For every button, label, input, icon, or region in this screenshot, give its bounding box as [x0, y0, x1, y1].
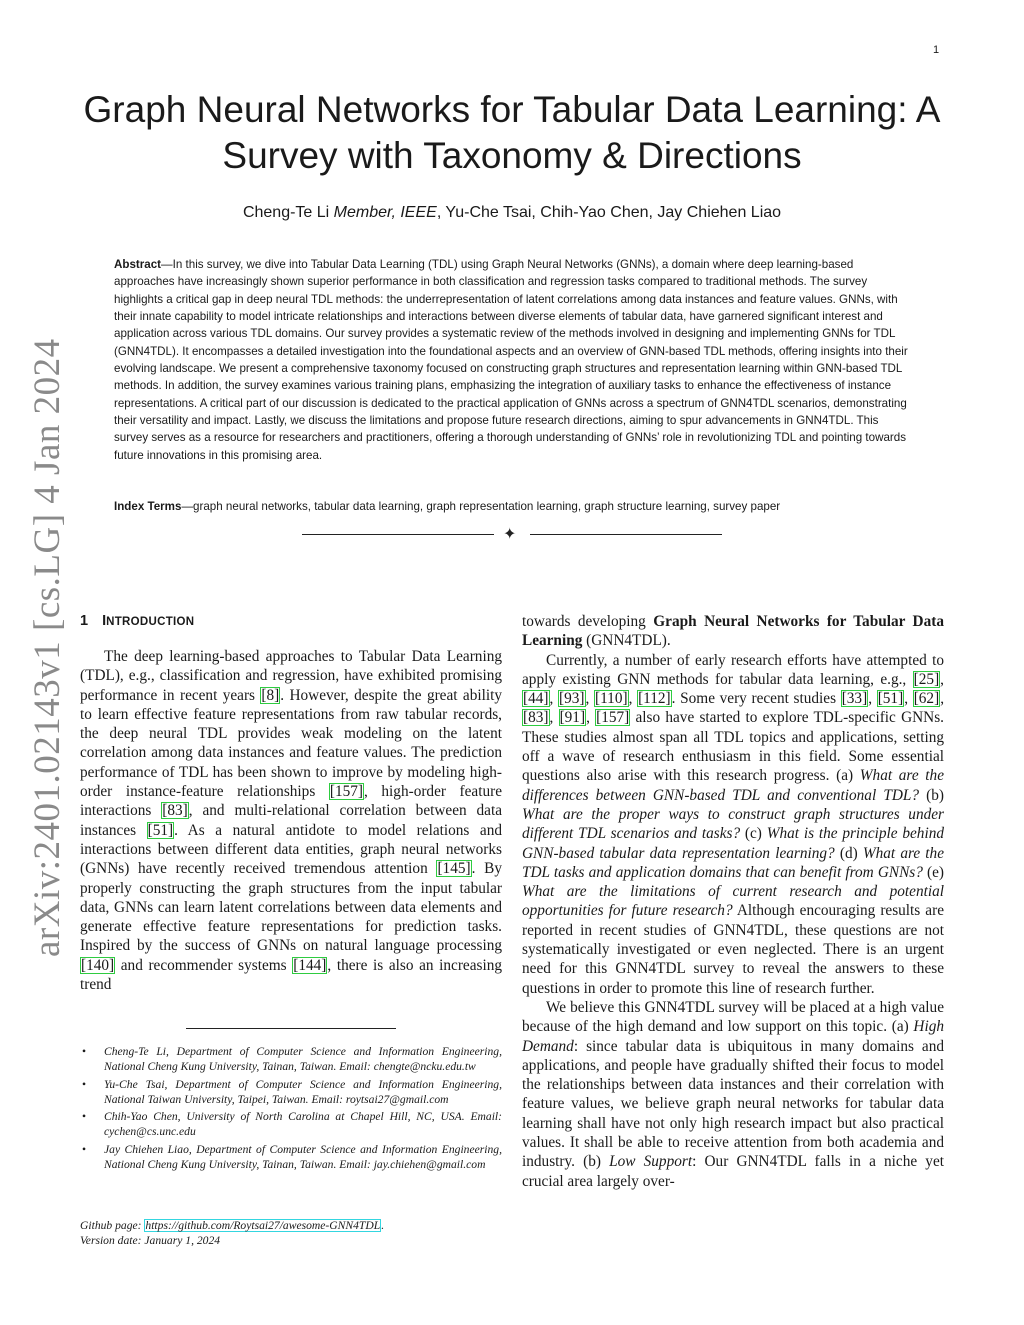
text-run: Currently, a number of early research efforts have attempted to apply existing GNN methods for tabular data learning, e.g., — [522, 651, 944, 688]
section-number: 1 — [80, 613, 89, 629]
citation-link[interactable]: [110] — [595, 690, 628, 708]
citation-link[interactable]: [91] — [559, 709, 586, 727]
abstract-label: Abstract — [114, 258, 162, 271]
bold-term: Graph Neural Networks for Tabular Data Learning — [522, 613, 944, 650]
section-title-rest: NTRODUCTION — [106, 616, 195, 628]
citation-link[interactable]: [140] — [81, 956, 115, 974]
author-name: Cheng-Te Li — [242, 204, 330, 221]
text-run: . Some very recent studies — [671, 690, 841, 708]
citation-link[interactable]: [62] — [913, 690, 940, 708]
left-column — [80, 647, 502, 994]
citation-link[interactable]: [83] — [162, 802, 188, 820]
intro-paragraph-3 — [522, 998, 944, 1191]
section-heading-introduction — [80, 612, 194, 631]
citation-link[interactable]: [93] — [559, 690, 585, 708]
footnote-rule — [186, 1028, 396, 1029]
text-run: , — [549, 690, 558, 708]
github-label: Github page: — [80, 1219, 145, 1232]
citation-link[interactable]: [44] — [523, 690, 549, 708]
affiliation-item: • Jay Chiehen Liao, Department of Computer Science and Information Engineering, National Cheng Kung University, Tainan, Taiwan. Email: jay.chiehen@gmail.com — [80, 1142, 502, 1173]
divider-line-right — [530, 534, 722, 535]
text-run: . As a natural antidote to model relations and interactions between different data entities, graph neural networks (GNNs) have recently received tremendous attention — [80, 821, 503, 878]
research-question: What are the limitations of current research and potential opportunities for future research? — [522, 883, 944, 920]
author-role: Member, IEEE — [333, 204, 437, 221]
text-run: (GNN4TDL). — [582, 632, 671, 650]
author-names-rest: , Yu-Che Tsai, Chih-Yao Chen, Jay Chiehen Liao — [436, 204, 782, 221]
divider-line-left — [302, 534, 494, 535]
text-run: : Our GNN4TDL falls in a niche yet crucial area largely over- — [522, 1153, 944, 1190]
text-run: , — [549, 709, 559, 727]
emphasis-term: Low Support — [609, 1153, 693, 1171]
text-run: We believe this GNN4TDL survey will be placed at a high value because of the high demand and low support on this topic. (a) — [522, 998, 944, 1036]
text-run: also have started to explore TDL-specific GNNs. These studies almost span all TDL topics and applications, setting off a wave of research enthusiasm in this field. Some essential questions also arise with this research progress. (a) — [522, 709, 944, 785]
research-question: What are the differences between GNN-based TDL and conventional TDL? — [522, 767, 944, 804]
page-number: 1 — [933, 44, 940, 56]
affiliation-item: • Chih-Yao Chen, University of North Carolina at Chapel Hill, NC, USA. Email: cychen@cs.unc.edu — [80, 1109, 502, 1140]
text-run: : since tabular data is ubiquitous in many domains and applications, and people have gradually shifted their focus to model the relationships between data instances and their correlation with feature values, we believe graph neural networks for tabular data learning shall have not only high research impact but also practical values. It shall be able to receive attention from both academia and industry. (b) — [522, 1037, 944, 1171]
text-run: Although encouraging results are reported in recent studies of GNN4TDL, these questions are not systematically investigated or even neglected. There is an urgent need for this GNN4TDL survey to reveal the answers to these questions in order to promote this line of research further. — [522, 902, 944, 997]
index-terms-text: —graph neural networks, tabular data learning, graph representation learning, graph structure learning, survey paper — [181, 500, 781, 513]
intro-paragraph-1 — [80, 647, 502, 994]
affiliation-item: • Cheng-Te Li, Department of Computer Science and Information Engineering, National Cheng Kung University, Tainan, Taiwan. Email: chengte@ncku.edu.tw — [80, 1044, 502, 1075]
version-date: Version date: January 1, 2024 — [80, 1234, 221, 1248]
citation-link[interactable]: [112] — [638, 690, 671, 708]
citation-link[interactable]: [157] — [596, 709, 630, 727]
github-note — [80, 1218, 502, 1249]
author-list — [70, 202, 954, 224]
research-question: What are the TDL tasks and application domains that can benefit from GNNs? — [522, 844, 944, 881]
text-run: , — [628, 690, 638, 708]
right-column — [522, 612, 944, 1191]
intro-paragraph-2 — [522, 651, 944, 998]
index-terms-label: Index Terms — [114, 500, 182, 513]
text-run: , high-order feature interactions — [80, 783, 502, 820]
citation-link[interactable]: [33] — [841, 690, 868, 708]
citation-link[interactable]: [83] — [523, 709, 549, 727]
text-run: (e) — [922, 863, 944, 881]
research-question: What is the principle behind GNN-based tabular data representation learning? — [522, 825, 944, 862]
citation-link[interactable]: [51] — [877, 690, 904, 708]
text-run: The deep learning-based approaches to Tabular Data Learning (TDL), e.g., classification and regression, have exhibited promising performance in recent years — [80, 648, 502, 704]
text-run: , — [940, 670, 944, 688]
affiliation-item: • Yu-Che Tsai, Department of Computer Science and Information Engineering, National Taiwan University, Taipei, Taiwan. Email: roytsai27@gmail.com — [80, 1077, 502, 1108]
intro-paragraph-continued — [522, 612, 944, 651]
section-title-initial: I — [102, 613, 107, 629]
citation-link[interactable]: [25] — [913, 670, 940, 688]
text-run: , and multi-relational correlation between data instances — [80, 802, 503, 839]
diamond-divider-icon: ✦ — [503, 524, 517, 543]
citation-link[interactable]: [157] — [329, 783, 363, 801]
text-run: . However, despite the great ability to learn effective feature representations from raw tabular records, the deep neural TDL provides weak modeling on the latent correlation among data instances and feature values. The prediction performance of TDL has been shown to improve by modeling high-order instance-feature relationships — [80, 686, 502, 801]
citation-link[interactable]: [51] — [147, 821, 174, 839]
paper-title: Graph Neural Networks for Tabular Data Learning: A Survey with Taxonomy & Directions — [83, 89, 941, 176]
citation-link[interactable]: [145] — [437, 860, 471, 878]
text-run: , — [940, 690, 945, 708]
arxiv-identifier-stamp[interactable]: arXiv:2401.02143v1 [cs.LG] 4 Jan 2024 — [27, 338, 68, 957]
text-run: towards developing — [522, 613, 654, 630]
emphasis-term: High Demand — [522, 1018, 944, 1055]
text-run: , — [585, 690, 594, 708]
text-run: , — [586, 709, 596, 727]
text-run: and recommender systems — [115, 956, 293, 974]
citation-link[interactable]: [8] — [261, 686, 280, 704]
citation-link[interactable]: [144] — [293, 956, 327, 974]
text-run: , there is also an increasing trend — [80, 956, 502, 994]
index-terms — [114, 498, 910, 515]
abstract — [114, 256, 910, 464]
research-question: What are the proper ways to construct graph structures under different TDL scenarios and tasks? — [522, 805, 944, 843]
author-affiliations — [80, 1044, 502, 1174]
text-run: , — [868, 690, 877, 708]
text-run: (b) — [919, 786, 944, 804]
text-run: . By properly constructing the graph structures from the input tabular data, GNNs can learn latent correlations between data elements and generate effective feature representations for prediction tasks. Inspired by the success of GNNs on natural language processing — [80, 860, 502, 955]
abstract-text: —In this survey, we dive into Tabular Data Learning (TDL) using Graph Neural Networks (GNNs), a domain where deep learning-based approaches have increasingly shown superior performance in both classification and regression tasks compared to traditional methods. The survey highlights a critical gap in deep neural TDL methods: the underrepresentation of latent correlations among data instances and feature values. GNNs, with their innate capability to model intricate relationships and interactions between diverse elements of tabular data, have garnered significant interest and application across various TDL domains. Our survey provides a systematic review of the methods involved in designing and implementing GNNs for TDL (GNN4TDL). It encompasses a detailed investigation into the foundational aspects and an overview of GNN-based TDL methods, offering insights into their evolving landscape. We present a comprehensive taxonomy focused on constructing graph structures and representation learning within GNN-based TDL methods. In addition, the survey examines various training plans, emphasizing the integration of auxiliary tasks to enhance the effectiveness of instance representations. A critical part of our discussion is dedicated to the practical application of GNNs across a spectrum of GNN4TDL scenarios, demonstrating their versatility and impact. Lastly, we discuss the limitations and propose future research directions, aiming to spur advancements in GNN4TDL. This survey serves as a resource for researchers and practitioners, offering a thorough understanding of GNNs’ role in revolutionizing TDL and pointing towards future innovations in this promising area. — [114, 258, 908, 462]
text-run: , — [904, 690, 913, 708]
github-link[interactable]: https://github.com/Roytsai27/awesome-GNN4TDL — [145, 1219, 381, 1232]
text-run: (c) — [740, 825, 767, 843]
text-run: (d) — [834, 844, 863, 862]
text-run: . — [381, 1219, 385, 1232]
